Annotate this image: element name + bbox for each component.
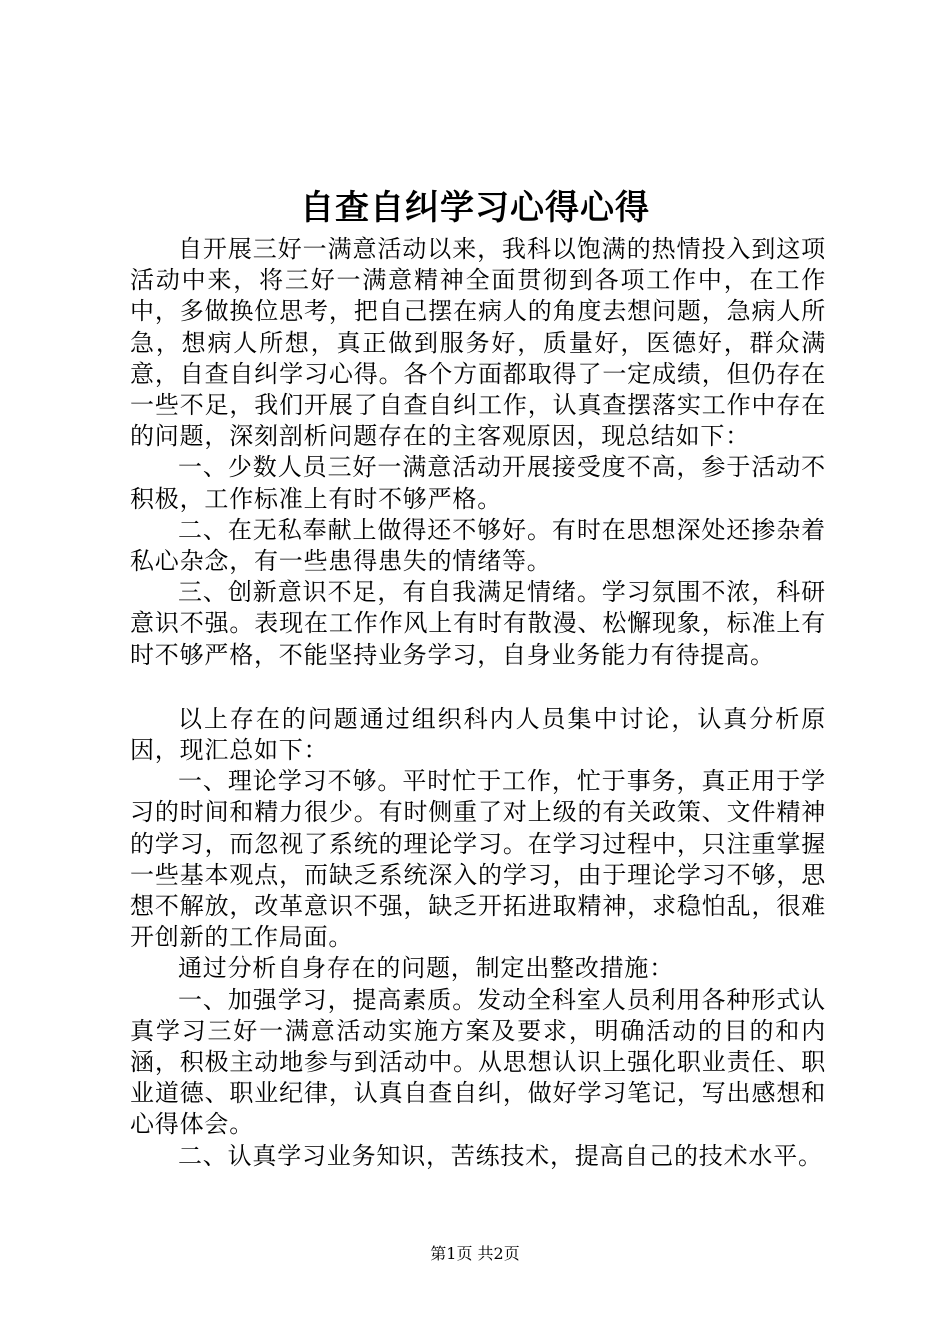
paragraph: 一、理论学习不够。平时忙于工作，忙于事务，真正用于学习的时间和精力很少。有时侧重了对上级的有关政策、文件精神的学习，而忽视了系统的理论学习。在学习过程中，只注重掌握一些基本观点，而缺乏系统深入的学习，由于理论学习不够，思想不解放，改革意识不强，缺乏开拓进取精神，求稳怕乱，很难开创新的工作局面。 <box>130 767 826 952</box>
paragraph: 二、认真学习业务知识，苦练技术，提高自己的技术水平。 <box>178 1141 823 1170</box>
document-title: 自查自纠学习心得心得 <box>300 188 650 228</box>
paragraph: 三、创新意识不足，有自我满足情绪。学习氛围不浓，科研意识不强。表现在工作作风上有时有散漫、松懈现象，标准上有时不够严格，不能坚持业务学习，自身业务能力有待提高。 <box>130 578 826 669</box>
paragraph: 一、少数人员三好一满意活动开展接受度不高，参于活动不积极，工作标准上有时不够严格。 <box>130 453 826 513</box>
page-footer: 第1页 共2页 <box>430 1244 520 1263</box>
paragraph: 二、在无私奉献上做得还不够好。有时在思想深处还掺杂着私心杂念，有一些患得患失的情绪等。 <box>130 515 826 576</box>
paragraph: 自开展三好一满意活动以来，我科以饱满的热情投入到这项活动中来，将三好一满意精神全面贯彻到各项工作中，在工作中，多做换位思考，把自己摆在病人的角度去想问题，急病人所急，想病人所想，真正做到服务好，质量好，医德好，群众满意，自查自纠学习心得。各个方面都取得了一定成绩，但仍存在一些不足，我们开展了自查自纠工作，认真查摆落实工作中存在的问题，深刻剖析问题存在的主客观原因，现总结如下： <box>130 235 826 451</box>
paragraph-gap <box>130 671 826 704</box>
document-body <box>130 234 826 1172</box>
paragraph: 通过分析自身存在的问题，制定出整改措施： <box>178 954 674 983</box>
paragraph: 以上存在的问题通过组织科内人员集中讨论，认真分析原因，现汇总如下： <box>130 704 826 765</box>
paragraph: 一、加强学习，提高素质。发动全科室人员利用各种形式认真学习三好一满意活动实施方案及要求，明确活动的目的和内涵，积极主动地参与到活动中。从思想认识上强化职业责任、职业道德、职业纪律，认真自查自纠，做好学习笔记，写出感想和心得体会。 <box>130 985 826 1139</box>
